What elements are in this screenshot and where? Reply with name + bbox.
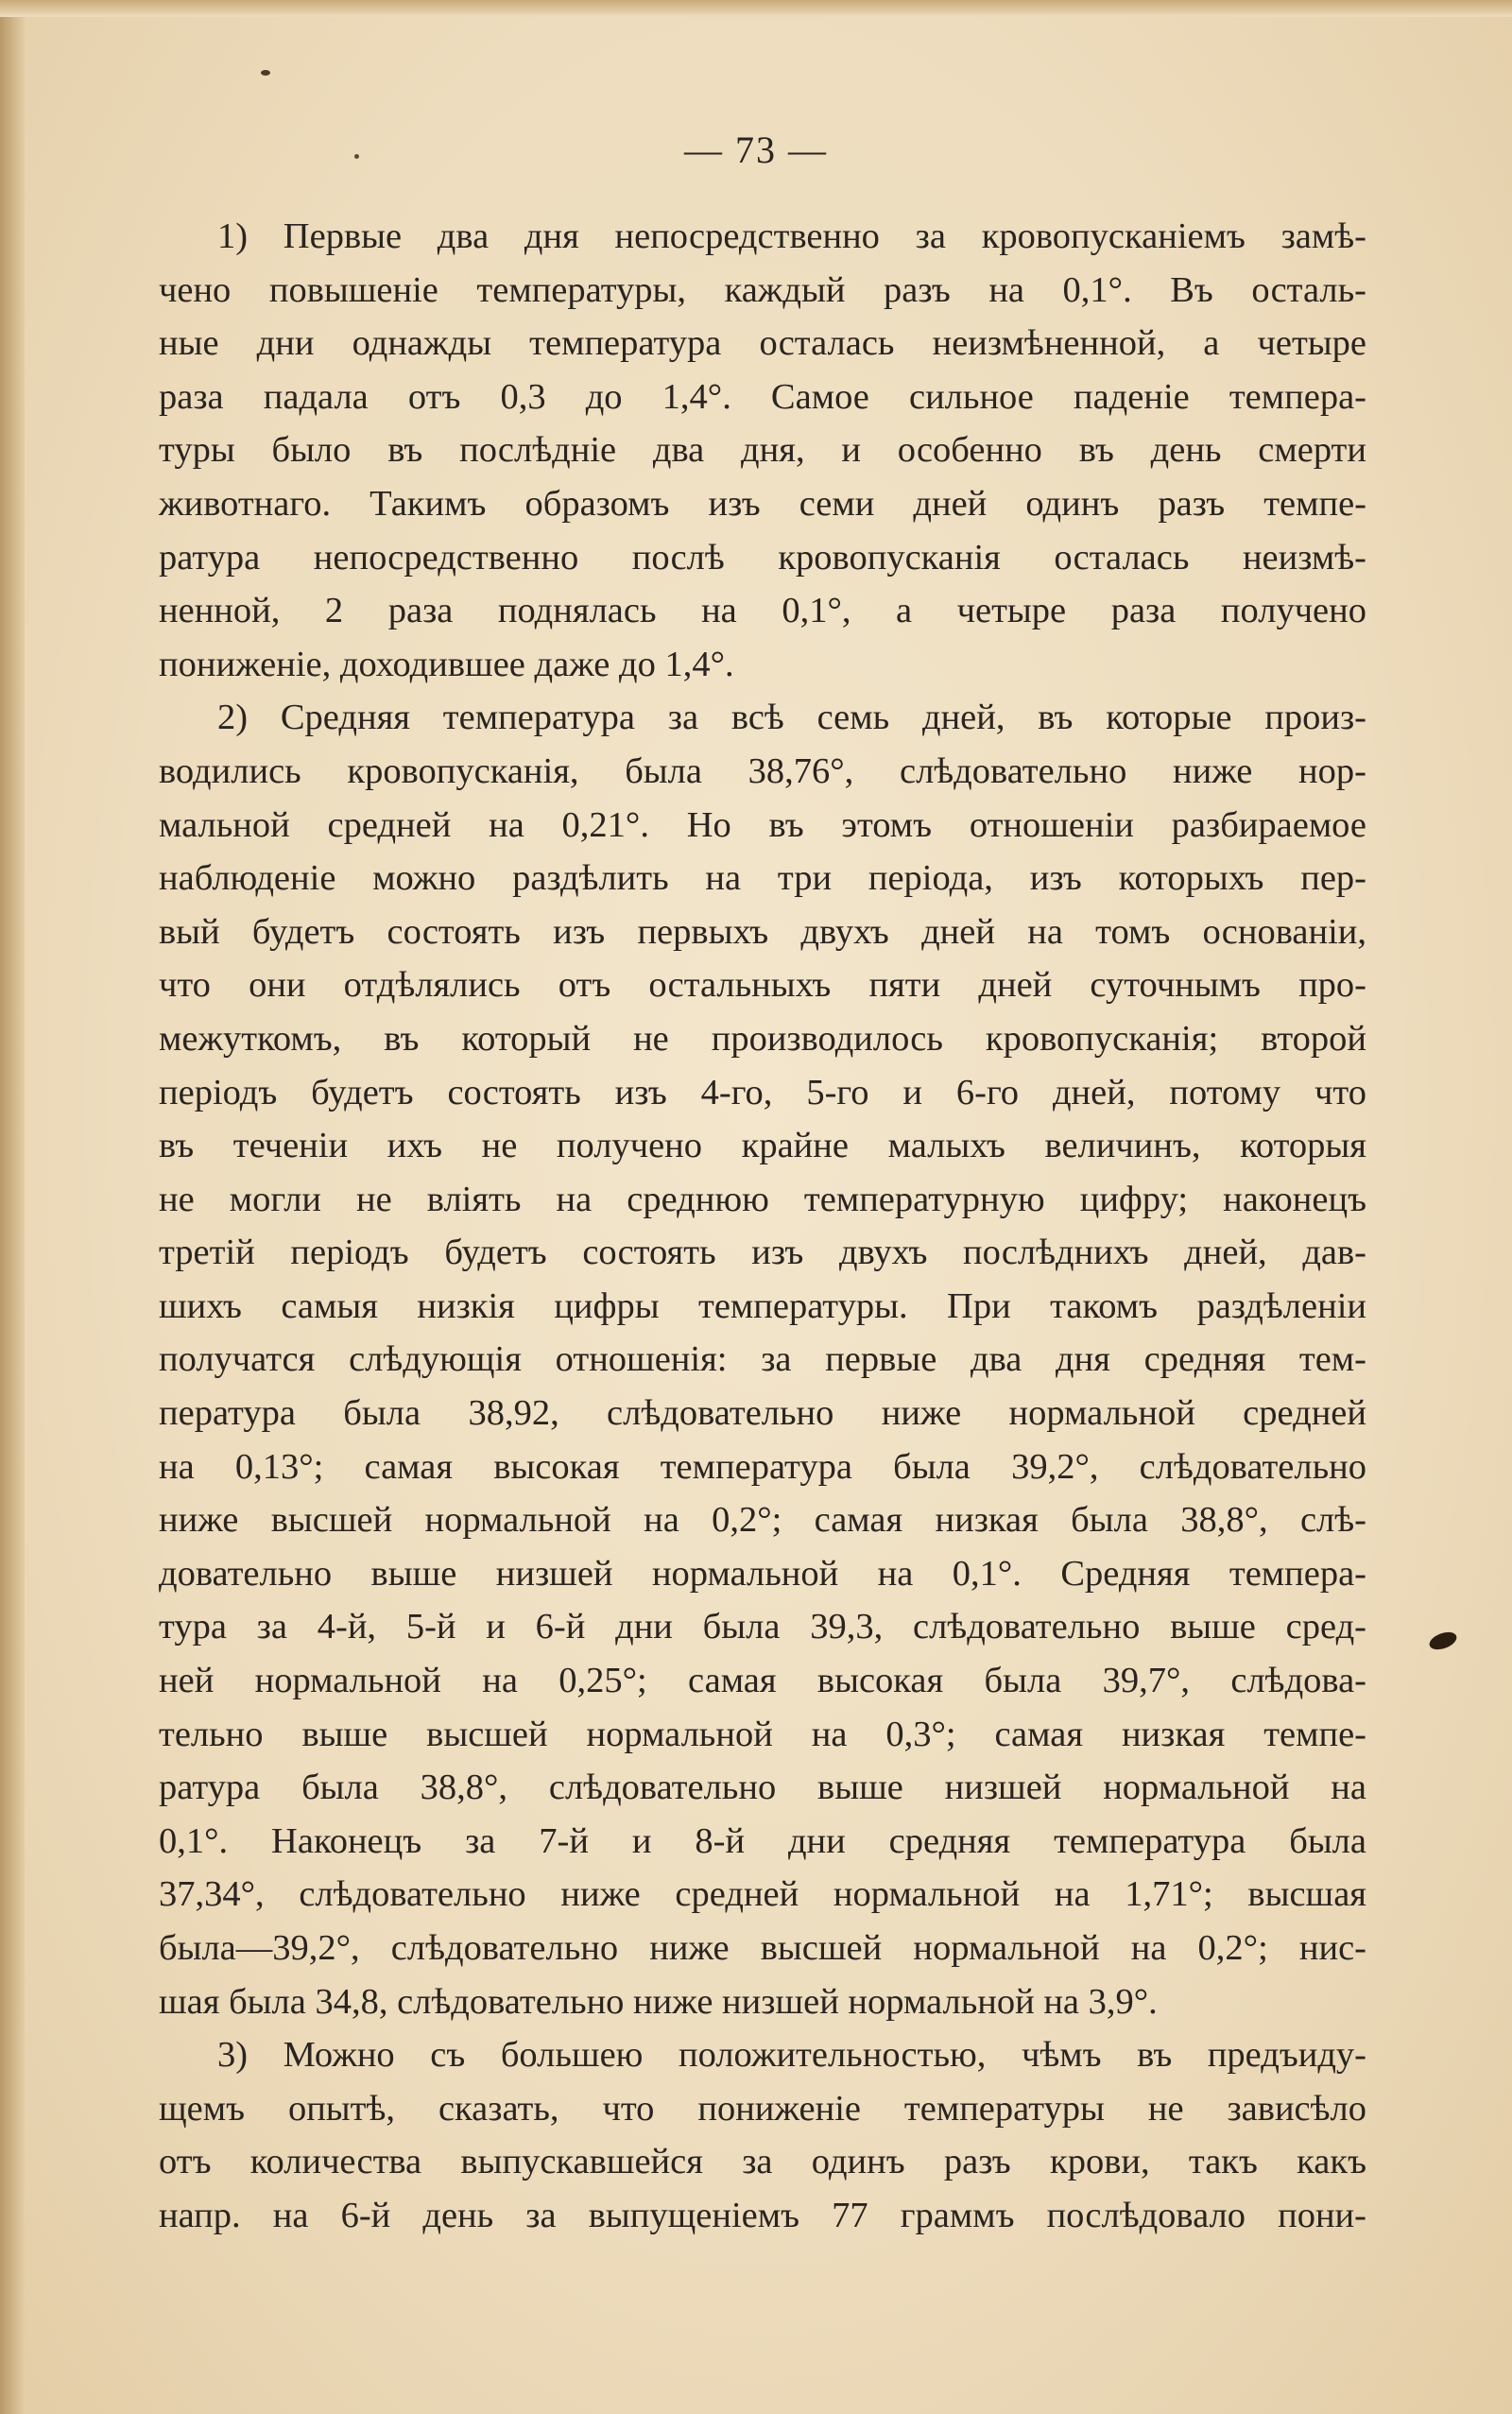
text-line: межуткомъ, въ который не производилось кровопусканія; второй — [159, 1018, 1366, 1059]
text-line: ненной, 2 раза поднялась на 0,1°, а четыре раза получено — [159, 591, 1366, 631]
text-line: щемъ опытѣ, сказать, что пониженіе температуры не зависѣло — [159, 2088, 1366, 2129]
text-line: раза падала отъ 0,3 до 1,4°. Самое сильное паденіе темпера- — [159, 376, 1366, 417]
ink-speck — [261, 70, 270, 76]
text-line: третій періодъ будетъ состоять изъ двухъ послѣднихъ дней, дав- — [159, 1233, 1366, 1273]
text-line: 1) Первые два дня непосредственно за кровопусканіемъ замѣ- — [217, 216, 1366, 256]
text-line: водились кровопусканія, была 38,76°, слѣдовательно ниже нор- — [159, 750, 1366, 791]
ink-blot — [1427, 1629, 1459, 1652]
text-line: 2) Средняя температура за всѣ семь дней, въ которые произ- — [217, 698, 1366, 738]
text-line: ные дни однажды температура осталась неизмѣненной, а четыре — [159, 323, 1366, 364]
text-line: тельно выше высшей нормальной на 0,3°; самая низкая темпе- — [159, 1714, 1366, 1754]
text-line: получатся слѣдующія отношенія: за первые два дня средняя тем- — [159, 1339, 1366, 1380]
text-line: животнаго. Такимъ образомъ изъ семи дней одинъ разъ темпе- — [159, 483, 1366, 524]
text-line: отъ количества выпускавшейся за одинъ разъ крови, такъ какъ — [159, 2142, 1366, 2182]
text-line: пература была 38,92, слѣдовательно ниже нормальной средней — [159, 1393, 1366, 1434]
text-line: 37,34°, слѣдовательно ниже средней нормальной на 1,71°; высшая — [159, 1874, 1366, 1915]
text-line: періодъ будетъ состоять изъ 4-го, 5-го и 6-го дней, потому что — [159, 1072, 1366, 1112]
text-line: напр. на 6-й день за выпущеніемъ 77 граммъ послѣдовало пони- — [159, 2195, 1366, 2235]
text-line: 0,1°. Наконецъ за 7-й и 8-й дни средняя температура была — [159, 1820, 1366, 1861]
text-line: на 0,13°; самая высокая температура была 39,2°, слѣдовательно — [159, 1446, 1366, 1487]
text-line: туры было въ послѣдніе два дня, и особенно въ день смерти — [159, 430, 1366, 471]
text-line: въ теченіи ихъ не получено крайне малыхъ величинъ, которыя — [159, 1126, 1366, 1166]
text-line: шая была 34,8, слѣдовательно ниже низшей нормальной на 3,9°. — [159, 1981, 1158, 2022]
text-line: ниже высшей нормальной на 0,2°; самая низкая была 38,8°, слѣ- — [159, 1500, 1366, 1541]
text-line: пониженіе, доходившее даже до 1,4°. — [159, 644, 734, 684]
text-line: тура за 4-й, 5-й и 6-й дни была 39,3, слѣдовательно выше сред- — [159, 1607, 1366, 1647]
text-line: была—39,2°, слѣдовательно ниже высшей нормальной на 0,2°; нис- — [159, 1928, 1366, 1968]
text-line: чено повышеніе температуры, каждый разъ на 0,1°. Въ осталь- — [159, 269, 1366, 310]
body-text — [159, 210, 1366, 2243]
page-edge-top — [0, 0, 1512, 17]
text-line: что они отдѣлялись отъ остальныхъ пяти дней суточнымъ про- — [159, 965, 1366, 1006]
text-line: не могли не вліять на среднюю температурную цифру; наконецъ — [159, 1179, 1366, 1219]
text-line: довательно выше низшей нормальной на 0,1°. Средняя темпера- — [159, 1553, 1366, 1594]
text-line: вый будетъ состоять изъ первыхъ двухъ дней на томъ основаніи, — [159, 911, 1366, 952]
text-line: 3) Можно съ большею положительностью, чѣмъ въ предъиду- — [217, 2035, 1366, 2076]
page-edge-left — [0, 0, 25, 2414]
text-line: ратура была 38,8°, слѣдовательно выше низшей нормальной на — [159, 1767, 1366, 1808]
text-line: мальной средней на 0,21°. Но въ этомъ отношеніи разбираемое — [159, 804, 1366, 845]
text-line: шихъ самыя низкія цифры температуры. При такомъ раздѣленіи — [159, 1285, 1366, 1326]
page-number: — 73 — — [684, 129, 828, 171]
text-line: ратура непосредственно послѣ кровопусканія осталась неизмѣ- — [159, 537, 1366, 578]
text-line: ней нормальной на 0,25°; самая высокая была 39,7°, слѣдова- — [159, 1661, 1366, 1701]
text-line: наблюденіе можно раздѣлить на три періода, изъ которыхъ пер- — [159, 858, 1366, 899]
